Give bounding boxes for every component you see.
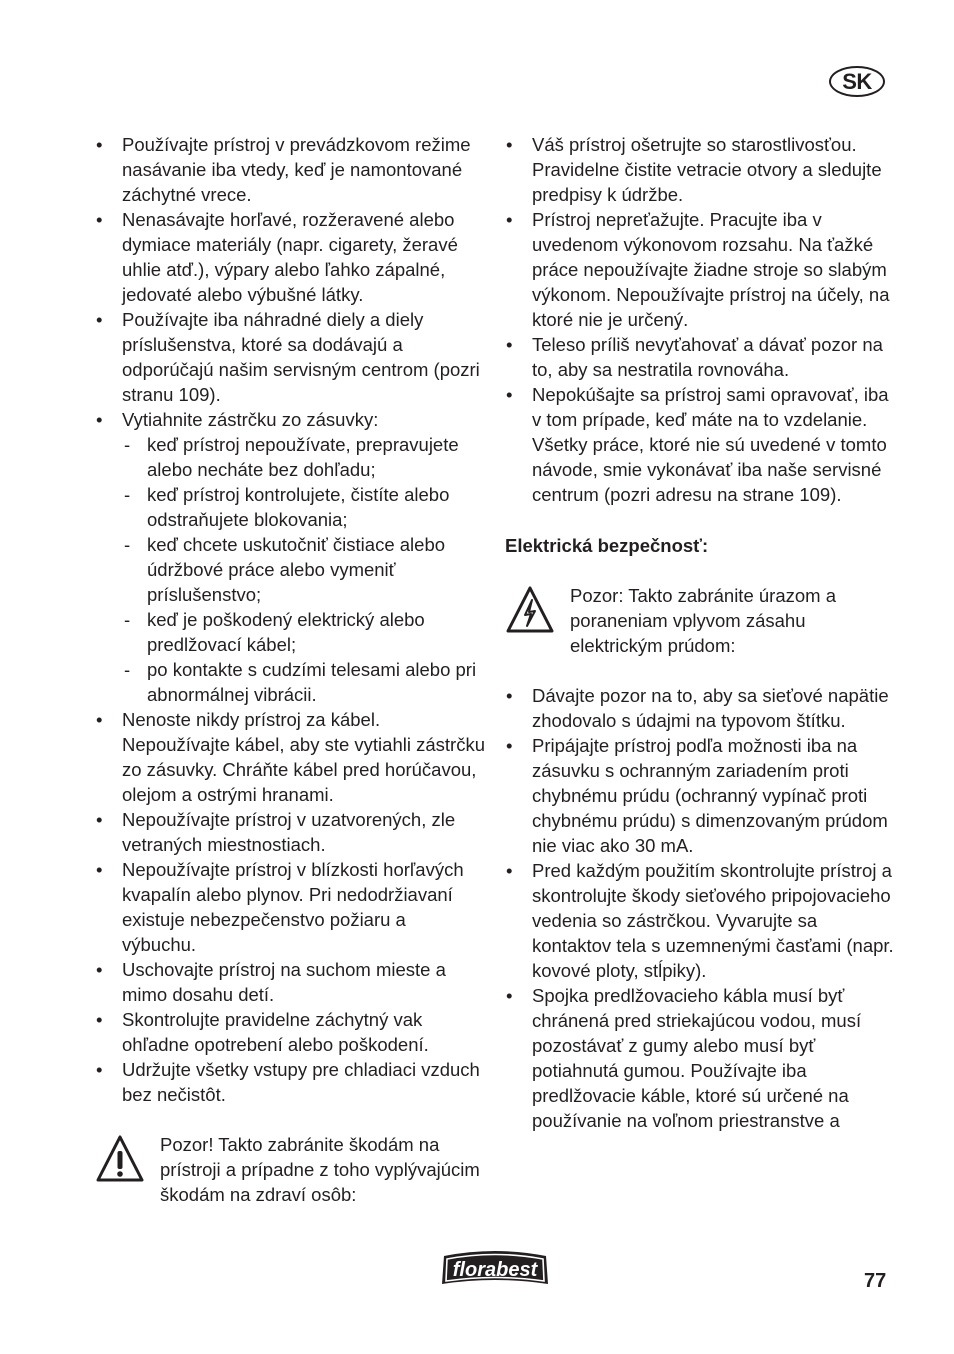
bullet-icon: • [96,209,103,230]
left-column [95,132,485,1207]
list-item-text: Nenasávajte horľavé, rozžeravené alebo dymiace materiály (napr. cigarety, žeravé uhlie atď.), výpary alebo ľahko zápalné, jedovaté alebo výbušné látky. [122,209,458,305]
sub-list-item-text: keď chcete uskutočniť čistiace alebo údržbové práce alebo vymeniť príslušenstvo; [147,534,446,605]
list-item-text: Pred každým použitím skontrolujte prístroj a skontrolujte škody sieťového pripojovacieho vedenia so zástrčkou. Vyvarujte sa kontaktov tela s uzemnenými časťami (napr. kovové ploty, stĺpiky). [532,860,894,981]
bullet-icon: • [506,685,513,706]
dash-icon: - [124,659,131,680]
list-item-text: Uschovajte prístroj na suchom mieste a mimo dosahu detí. [122,959,446,1005]
list-item-text: Vytiahnite zástrčku zo zásuvky: [122,409,379,430]
list-item-text: Váš prístroj ošetrujte so starostlivosťou. Pravidelne čistite vetracie otvory a sledujte predpisy k údržbe. [532,134,882,205]
bullet-icon: • [96,959,103,980]
list-item [95,407,485,707]
list-item [95,857,485,957]
list-item-text: Dávajte pozor na to, aby sa sieťové napätie zhodovalo s údajmi na typovom štítku. [532,685,889,731]
right-bullet-list-bottom [505,683,895,1133]
list-item-text: Používajte prístroj v prevádzkovom režime nasávanie iba vtedy, keď je namontované záchytné vrece. [122,134,471,205]
sub-list-item [122,607,485,657]
dash-icon: - [124,484,131,505]
bullet-icon: • [96,809,103,830]
bullet-icon: • [96,709,103,730]
list-item-text: Udržujte všetky vstupy pre chladiaci vzduch bez nečistôt. [122,1059,480,1105]
list-item-text: Nenoste nikdy prístroj za kábel. Nepoužívajte kábel, aby ste vytiahli zástrčku zo zásuvky. Chráňte kábel pred horúčavou, olejom a ostrými hranami. [122,709,485,805]
list-item [95,807,485,857]
bullet-icon: • [96,1059,103,1080]
sub-list-item [122,532,485,607]
bullet-icon: • [96,134,103,155]
bullet-icon: • [96,859,103,880]
list-item-text: Teleso príliš nevyťahovať a dávať pozor na to, aby sa nestratila rovnováha. [532,334,883,380]
page-number: 77 [864,1270,887,1292]
bullet-icon: • [506,209,513,230]
right-column [505,132,895,1133]
bullet-icon: • [506,134,513,155]
list-item-text: Prístroj nepreťažujte. Pracujte iba v uvedenom výkonovom rozsahu. Na ťažké práce nepoužívajte žiadne stroje so slabým výkonom. Nepoužívajte prístroj na účely, na ktoré nie je určený. [532,209,890,330]
sub-list-item [122,657,485,707]
left-bullet-list [95,132,485,1107]
warning-text: Pozor: Takto zabránite úrazom a poraneniam vplyvom zásahu elektrickým prúdom: [570,585,836,656]
list-item-text: Nepoužívajte prístroj v uzatvorených, zle vetraných miestnostiach. [122,809,456,855]
section-heading: Elektrická bezpečnosť: [505,535,709,556]
sub-list-item-text: keď je poškodený elektrický alebo predlžovací kábel; [147,609,425,655]
dash-icon: - [124,534,131,555]
list-item-text: Nepokúšajte sa prístroj sami opravovať, iba v tom prípade, keď máte na to vzdelanie. Všetky práce, ktoré nie sú uvedené v tomto návode, smie vykonávať iba naše servisné centrum (pozri adresu na strane 109). [532,384,889,505]
bullet-icon: • [506,384,513,405]
bullet-icon: • [506,735,513,756]
list-item [95,132,485,207]
dash-icon: - [124,434,131,455]
warning-electric-notice [505,583,895,658]
list-item [95,707,485,807]
list-item-text: Nepoužívajte prístroj v blízkosti horľavých kvapalín alebo plynov. Pri nedodržiavaní existuje nebezpečenstvo požiaru a výbuchu. [122,859,464,955]
bullet-icon: • [506,985,513,1006]
list-item [505,332,895,382]
florabest-logo [438,1244,552,1290]
list-item [95,307,485,407]
list-item-text: Používajte iba náhradné diely a diely príslušenstva, ktoré sa dodávajú a odporúčajú našim servisným centrom (pozri stranu 109). [122,309,480,405]
warning-damage-notice [95,1132,485,1207]
sub-list [122,432,485,707]
list-item [95,207,485,307]
bullet-icon: • [506,334,513,355]
list-item-text: Skontrolujte pravidelne záchytný vak ohľadne opotrebení alebo poškodení. [122,1009,429,1055]
warning-text: Pozor! Takto zabránite škodám na prístroji a prípadne z toho vyplývajúcim škodám na zdraví osôb: [160,1134,480,1205]
list-item [505,983,895,1133]
list-item [95,1007,485,1057]
list-item [505,207,895,332]
sub-list-item-text: keď prístroj kontrolujete, čistíte alebo odstraňujete blokovania; [147,484,450,530]
list-item [505,858,895,983]
sub-list-item [122,432,485,482]
list-item-text: Spojka predlžovacieho kábla musí byť chránená pred striekajúcou vodou, musí pozostávať z gumy alebo musí byť potiahnutá gumou. Používajte iba predlžovacie káble, ktoré sú určené na používanie na voľnom priestranstve a [532,985,862,1131]
dash-icon: - [124,609,131,630]
list-item [505,733,895,858]
list-item [95,1057,485,1107]
logo-text: florabest [452,1259,538,1281]
sub-list-item-text: keď prístroj nepoužívate, prepravujete alebo necháte bez dohľadu; [147,434,459,480]
sub-list-item [122,482,485,532]
exclamation-warning-icon [95,1134,145,1184]
right-bullet-list-top [505,132,895,507]
list-item [505,382,895,507]
bullet-icon: • [96,1009,103,1030]
bullet-icon: • [96,309,103,330]
list-item [95,957,485,1007]
bullet-icon: • [506,860,513,881]
sub-list-item-text: po kontakte s cudzími telesami alebo pri abnormálnej vibrácii. [147,659,477,705]
list-item-text: Pripájajte prístroj podľa možnosti iba na zásuvku s ochranným zariadením proti chybnému prúdu (ochranný vypínač proti chybnému prúdu) s dimenzovaným prúdom nie viac ako 30 mA. [532,735,888,856]
list-item [505,683,895,733]
electric-shock-warning-icon [505,585,555,635]
list-item [505,132,895,207]
language-badge: SK [829,66,885,97]
bullet-icon: • [96,409,103,430]
